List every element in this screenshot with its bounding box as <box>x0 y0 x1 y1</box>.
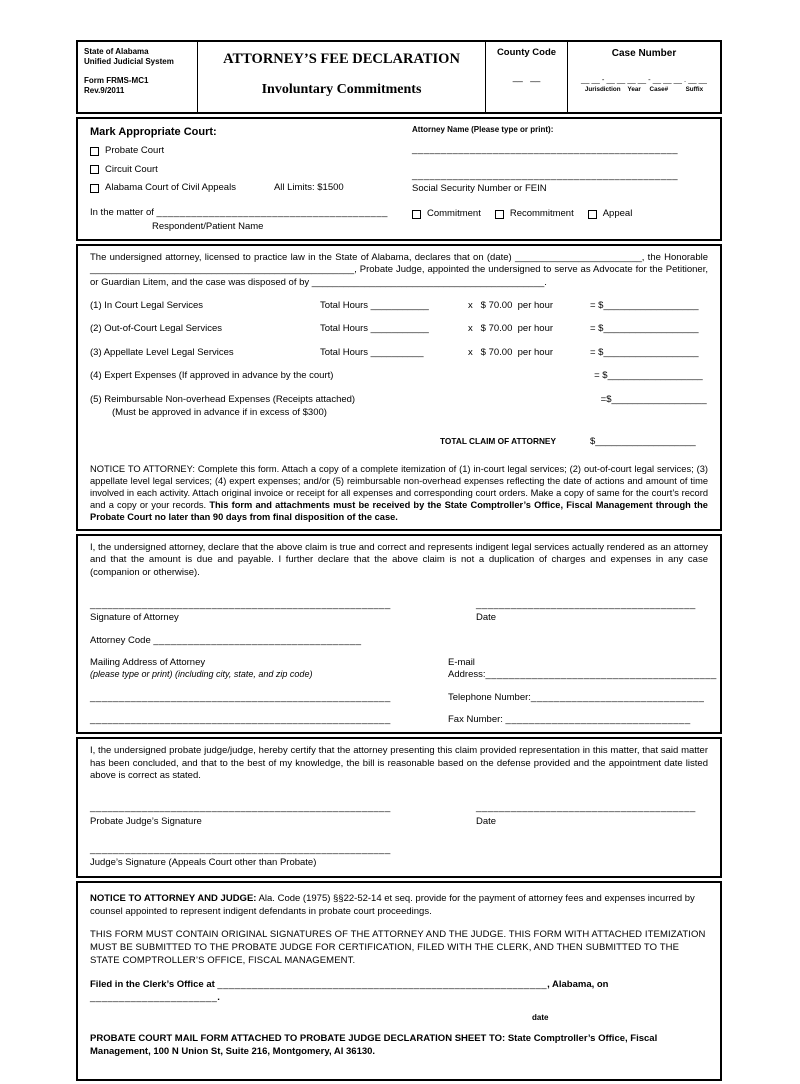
mailing-address-line-2[interactable]: ____________________________________________________ <box>90 714 391 726</box>
probate-court-label: Probate Court <box>105 145 165 157</box>
filed-label: Filed in the Clerk’s Office at <box>90 978 218 990</box>
telephone-field[interactable]: ______________________________ <box>530 691 705 703</box>
judge-signature-block <box>90 802 476 828</box>
notice-to-attorney-paragraph <box>90 463 708 523</box>
county-code-label: County Code <box>496 47 557 58</box>
total-claim-label: TOTAL CLAIM OF ATTORNEY <box>440 436 556 447</box>
fee-label: (5) Reimbursable Non-overhead Expenses (Receipts attached) <box>90 393 356 405</box>
title-block <box>198 42 486 112</box>
footer-notice-section <box>76 881 722 1081</box>
fee-row-reimbursable <box>90 394 708 406</box>
total-hours-field[interactable]: Total Hours ___________ <box>320 323 429 335</box>
attorney-name-field[interactable]: ______________________________________________ <box>412 144 679 156</box>
case-type-block <box>412 207 708 233</box>
case-number-block <box>568 42 720 112</box>
claim-section <box>76 244 722 531</box>
rate-label: x $ 70.00 per hour <box>468 323 554 335</box>
judge-certification-paragraph: I, the undersigned probate judge/judge, hereby certify that the attorney presenting this claim provided representation in this matter, that said matter has been concluded, and that to the best of my knowledge, the bill is reasonable based on the defense provided and the appointment date listed above is correct as stated. <box>90 745 708 782</box>
filed-alabama-label: , Alabama, on <box>547 978 609 990</box>
form-subtitle: Involuntary Commitments <box>261 81 422 97</box>
court-section-heading: Mark Appropriate Court: <box>90 126 217 138</box>
attorney-name-block <box>408 125 708 195</box>
appeals-judge-signature-block <box>90 844 708 870</box>
attorney-fee-declaration-form <box>76 40 722 1084</box>
mailing-address-note: (please type or print) (including city, state, and zip code) <box>90 669 313 680</box>
appeals-judge-signature-label: Judge’s Signature (Appeals Court other than Probate) <box>90 857 317 869</box>
fee-label: (1) In Court Legal Services <box>90 300 203 312</box>
commitment-checkbox[interactable] <box>412 210 421 219</box>
appeal-checkbox[interactable] <box>588 210 597 219</box>
fax-block <box>448 714 708 726</box>
probate-judge-signature-label: Probate Judge’s Signature <box>90 815 202 827</box>
case-number-label: Case Number <box>611 48 677 59</box>
fee-row-in-court <box>90 300 708 312</box>
attorney-date-block <box>476 599 708 625</box>
fax-label: Fax Number: <box>448 714 503 726</box>
county-code-field[interactable]: __ __ <box>512 72 541 83</box>
amount-field[interactable]: = $__________________ <box>594 370 703 382</box>
attorney-code-label: Attorney Code <box>90 634 151 646</box>
commitment-label: Commitment <box>427 208 481 220</box>
fee-label: (4) Expert Expenses (If approved in advance by the court) <box>90 370 334 382</box>
total-hours-field[interactable]: Total Hours ___________ <box>320 300 429 312</box>
checkbox-row-appeal[interactable] <box>588 208 633 220</box>
total-claim-row <box>90 436 708 448</box>
judge-date-label: Date <box>476 815 497 827</box>
total-claim-field[interactable]: $___________________ <box>590 436 696 448</box>
court-options-block <box>90 125 408 195</box>
email-block <box>448 657 717 682</box>
mailing-address-line-1[interactable]: ____________________________________________________ <box>90 691 391 703</box>
checkbox-row-commitment[interactable] <box>412 208 481 220</box>
amount-field[interactable]: = $__________________ <box>590 300 699 312</box>
original-signatures-paragraph: THIS FORM MUST CONTAIN ORIGINAL SIGNATURES OF THE ATTORNEY AND THE JUDGE. THIS FORM WITH ATTACHED ITEMIZATION MUST BE SUBMITTED TO THE PROBATE JUDGE FOR CERTIFICATION, FILED WITH THE CLERK, AND THEN SUBMITTED TO THE STATE COMPTROLLER’S OFFICE, FISCAL MANAGEMENT. <box>90 929 706 967</box>
circuit-court-label: Circuit Court <box>105 163 158 175</box>
ssn-fein-label: Social Security Number or FEIN <box>412 183 547 195</box>
civil-appeals-checkbox[interactable] <box>90 184 99 193</box>
mailing-address-label: Mailing Address of Attorney <box>90 657 206 668</box>
circuit-court-checkbox[interactable] <box>90 165 99 174</box>
fee-row-appellate <box>90 347 708 359</box>
fee-label: (2) Out-of-Court Legal Services <box>90 323 222 335</box>
amount-field[interactable]: = $__________________ <box>590 323 699 335</box>
attorney-signature-section <box>76 534 722 734</box>
form-number: Form FRMS-MC1 <box>84 76 149 85</box>
checkbox-row-circuit-court[interactable] <box>90 164 408 176</box>
respondent-name-field[interactable]: ________________________________________ <box>156 207 388 219</box>
checkbox-row-recommitment[interactable] <box>495 208 574 220</box>
ssn-fein-field[interactable]: ______________________________________________ <box>412 169 679 181</box>
recommitment-checkbox[interactable] <box>495 210 504 219</box>
form-revision: Rev.9/2011 <box>84 86 125 95</box>
matter-block <box>90 207 412 233</box>
recommitment-label: Recommitment <box>509 208 574 220</box>
checkbox-row-probate-court[interactable] <box>90 145 408 157</box>
mailing-address-block <box>90 657 448 682</box>
notice-to-attorney-bold-text: This form and attachments must be received by the State Comptroller’s Office, Fiscal Management through the Probate Court no later than 90 days from final disposition of the case. <box>90 499 708 522</box>
civil-appeals-label: Alabama Court of Civil Appeals <box>105 181 236 193</box>
telephone-block <box>448 692 708 704</box>
judge-date-block <box>476 802 708 828</box>
rate-label: x $ 70.00 per hour <box>468 346 554 358</box>
filed-clerk-line <box>90 979 708 1005</box>
attorney-code-field[interactable]: ____________________________________ <box>153 634 362 646</box>
filed-period: . <box>217 991 220 1003</box>
attorney-declaration-paragraph: I, the undersigned attorney, declare that the above claim is true and correct and represents indigent legal services actually rendered as an attorney and that the amount is due and payable. I further declare that the above claim is not a duplication of charges and expenses in any case (companion or otherwise). <box>90 541 708 578</box>
probate-court-checkbox[interactable] <box>90 147 99 156</box>
email-field[interactable]: ________________________________________ <box>485 669 717 681</box>
court-section <box>76 117 722 241</box>
attorney-name-label: Attorney Name (Please type or print): <box>412 125 554 134</box>
respondent-name-label: Respondent/Patient Name <box>152 220 264 232</box>
agency-block <box>78 42 198 112</box>
attorney-code-block <box>90 635 448 647</box>
fee-row-out-of-court <box>90 323 708 335</box>
appointment-declaration-paragraph: The undersigned attorney, licensed to practice law in the State of Alabama, declares that on (date) ________________________, the Honorable __________________________________________________, Probate Judge, appointed the undersigned to serve as Advocate for the Petitioner, or Guardian Litem, and the case was disposed of by ____________________________________________. <box>90 252 708 288</box>
total-hours-field[interactable]: Total Hours __________ <box>320 346 424 358</box>
form-header <box>76 40 722 114</box>
filed-date-sublabel: date <box>532 1013 549 1023</box>
agency-line1: State of Alabama <box>84 47 149 56</box>
attorney-signature-label: Signature of Attorney <box>90 612 179 624</box>
amount-field[interactable]: =$__________________ <box>600 393 707 405</box>
fax-field[interactable]: ________________________________ <box>505 714 691 726</box>
agency-line2: Unified Judicial System <box>84 57 174 66</box>
case-number-sublabels: Jurisdiction Year Case# Suffix <box>584 85 704 93</box>
appeal-label: Appeal <box>602 208 633 220</box>
judge-date-field[interactable]: ______________________________________ <box>476 802 696 814</box>
county-code-block <box>486 42 568 112</box>
email-label: E-mail Address: <box>448 657 486 681</box>
matter-label: In the matter of <box>90 207 154 219</box>
telephone-label: Telephone Number: <box>448 691 531 703</box>
checkbox-row-civil-appeals[interactable] <box>90 182 408 194</box>
attorney-date-label: Date <box>476 612 497 624</box>
fee-row-expert-expenses <box>90 370 708 382</box>
form-title: ATTORNEY’S FEE DECLARATION <box>223 51 460 67</box>
notice-attorney-judge-paragraph <box>90 893 708 919</box>
appeals-judge-signature-field[interactable]: ____________________________________________________ <box>90 844 391 856</box>
all-limits-label: All Limits: $1500 <box>273 181 344 193</box>
notice-attorney-judge-text: Ala. Code (1975) §§22-52-14 et seq. provide for the payment of attorney fees and expenses incurred by counsel appointed to represent indigent defendants in probate court proceedings. <box>90 892 695 917</box>
filed-date-field[interactable]: ______________________ <box>90 991 218 1003</box>
rate-label: x $ 70.00 per hour <box>468 300 554 312</box>
amount-field[interactable]: = $__________________ <box>590 346 699 358</box>
case-number-field[interactable]: __ __ - __ __ __ __ - __ __ __ . __ __ <box>581 75 707 84</box>
attorney-signature-field[interactable]: ____________________________________________________ <box>90 598 391 610</box>
probate-judge-signature-field[interactable]: ____________________________________________________ <box>90 802 391 814</box>
notice-attorney-judge-label: NOTICE TO ATTORNEY AND JUDGE: <box>90 892 257 904</box>
notice-to-attorney-text: NOTICE TO ATTORNEY: Complete this form. Attach a copy of a complete itemization of (1) in-court legal services; (2) out-of-court legal services; (3) appellate level legal services; (4) expert expenses; and/or (5) reimbursable non-overhead expenses reflecting the date of actions and amount of time involved in each activity. Attach original invoice or receipt for all expenses and corresponding court orders. Make a copy of same for the court’s record and a copy or your records. <box>90 463 708 510</box>
judge-certification-section <box>76 737 722 877</box>
reimbursable-note: (Must be approved in advance if in excess of $300) <box>112 406 327 418</box>
fee-label: (3) Appellate Level Legal Services <box>90 346 234 358</box>
attorney-signature-block <box>90 599 476 625</box>
attorney-date-field[interactable]: ______________________________________ <box>476 598 696 610</box>
probate-court-mail-paragraph: PROBATE COURT MAIL FORM ATTACHED TO PROBATE JUDGE DECLARATION SHEET TO: State Comptroller’s Office, Fiscal Management, 100 N Union St, Suite 216, Montgomery, Al 36130. <box>90 1032 658 1057</box>
filed-location-field[interactable]: _________________________________________________________ <box>217 978 548 990</box>
